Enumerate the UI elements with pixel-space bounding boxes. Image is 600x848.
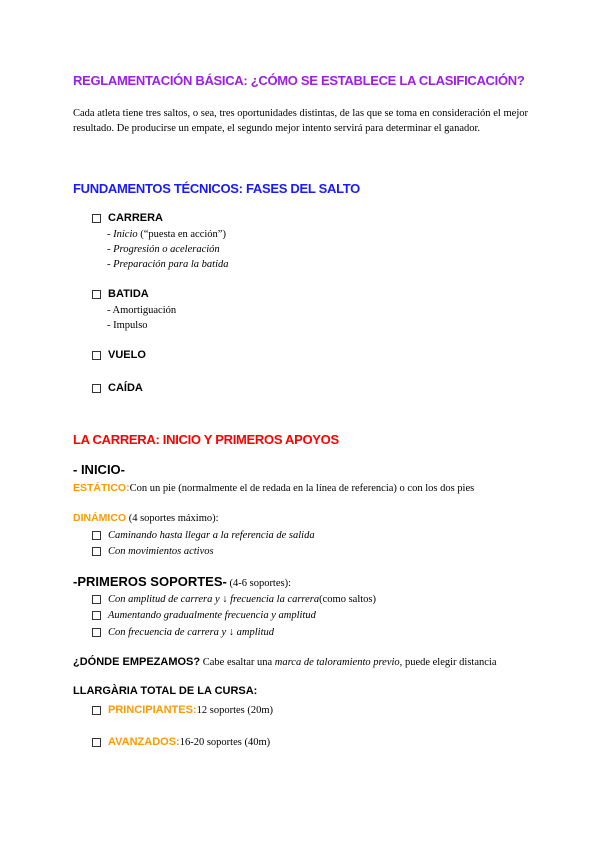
donde-text-italic: marca de taloramiento previo, [274, 657, 403, 668]
nivel-avanzados [92, 735, 270, 750]
section-title-carrera: LA CARRERA: INICIO Y PRIMEROS APOYOS [73, 432, 339, 447]
primeros-option-aumentando [92, 608, 316, 623]
primeros-soportes-heading: -PRIMEROS SOPORTES- [73, 574, 227, 589]
donde-text-1: Cabe esaltar una [200, 657, 275, 668]
llargaria-heading: LLARGÀRIA TOTAL DE LA CURSA: [73, 685, 258, 697]
checkbox-icon [92, 351, 101, 360]
checkbox-icon [92, 547, 101, 556]
dinamico-option-movimientos-text: Con movimientos activos [108, 546, 214, 557]
checkbox-icon [92, 290, 101, 299]
checkbox-icon [92, 738, 101, 747]
donde-text-2: puede elegir distancia [402, 657, 497, 668]
checklist-item-carrera [92, 212, 163, 224]
checklist-item-batida [92, 288, 149, 300]
primeros-option-frecuencia-text: Con frecuencia de carrera y ↓ amplitud [108, 627, 275, 638]
vuelo-label: VUELO [108, 349, 146, 361]
checkbox-icon [92, 214, 101, 223]
primeros-option-aumentando-text: Aumentando gradualmente frecuencia y amplitud [108, 610, 316, 621]
checkbox-icon [92, 628, 101, 637]
dinamico-option-caminando-text: Caminando hasta llegar a la referencia de salida [108, 530, 315, 541]
dinamico-option-movimientos [92, 544, 214, 559]
batida-sub-impulso: - Impulso [107, 320, 148, 331]
primeros-soportes-text: (4-6 soportes): [226, 578, 292, 589]
dinamico-line [73, 511, 219, 526]
caida-label: CAÍDA [108, 382, 143, 394]
checkbox-icon [92, 706, 101, 715]
primeros-soportes-line [73, 574, 291, 591]
reglamentacion-paragraph: Cada atleta tiene tres saltos, o sea, tres oportunidades distintas, de las que se toma en consideración el mejor resultado. De producirse un empate, el segundo mejor intento servirá para determinar el ganador. [73, 108, 528, 134]
dinamico-option-caminando [92, 528, 315, 543]
carrera-sub-inicio [107, 227, 226, 242]
avanzados-label: AVANZADOS: [108, 736, 180, 748]
checkbox-icon [92, 595, 101, 604]
section-title-fundamentos: FUNDAMENTOS TÉCNICOS: FASES DEL SALTO [73, 181, 360, 196]
batida-sub-amortiguacion: - Amortiguación [107, 305, 177, 316]
carrera-label: CARRERA [108, 212, 163, 224]
checkbox-icon [92, 611, 101, 620]
primeros-option-frecuencia [92, 625, 274, 640]
batida-label: BATIDA [108, 288, 149, 300]
donde-empezamos-line [73, 655, 496, 670]
principiantes-text: 12 soportes (20m) [196, 705, 274, 716]
section-title-reglamentacion: REGLAMENTACIÓN BÁSICA: ¿CÓMO SE ESTABLECE LA CLASIFICACIÓN? [73, 73, 525, 88]
dinamico-text: (4 soportes máximo): [126, 513, 219, 524]
primeros-option-amplitud [92, 592, 376, 607]
principiantes-label: PRINCIPIANTES: [108, 704, 197, 716]
donde-empezamos-heading: ¿DÓNDE EMPEZAMOS? [73, 656, 201, 668]
carrera-sub-inicio-rest: (“puesta en acción”) [137, 229, 226, 240]
nivel-principiantes [92, 703, 273, 718]
checklist-item-vuelo [92, 349, 146, 361]
estatico-text: Con un pie (normalmente el de redada en la línea de referencia) o con los dos pies [129, 483, 475, 494]
primeros-option-amplitud-italic: Con amplitud de carrera y ↓ frecuencia la carrera [108, 594, 320, 605]
carrera-sub-progresion: - Progresión o aceleración [107, 244, 220, 255]
avanzados-text: 16-20 soportes (40m) [179, 737, 271, 748]
carrera-sub-inicio-italic: - Inicio [107, 229, 138, 240]
estatico-label: ESTÁTICO: [73, 482, 130, 494]
primeros-option-amplitud-rest: (como saltos) [319, 594, 377, 605]
checkbox-icon [92, 384, 101, 393]
checkbox-icon [92, 531, 101, 540]
dinamico-label: DINÁMICO [73, 512, 127, 524]
estatico-line [73, 481, 474, 496]
checklist-item-caida [92, 382, 143, 394]
carrera-sub-preparacion: - Preparación para la batida [107, 259, 229, 270]
inicio-heading: - INICIO- [73, 462, 125, 477]
